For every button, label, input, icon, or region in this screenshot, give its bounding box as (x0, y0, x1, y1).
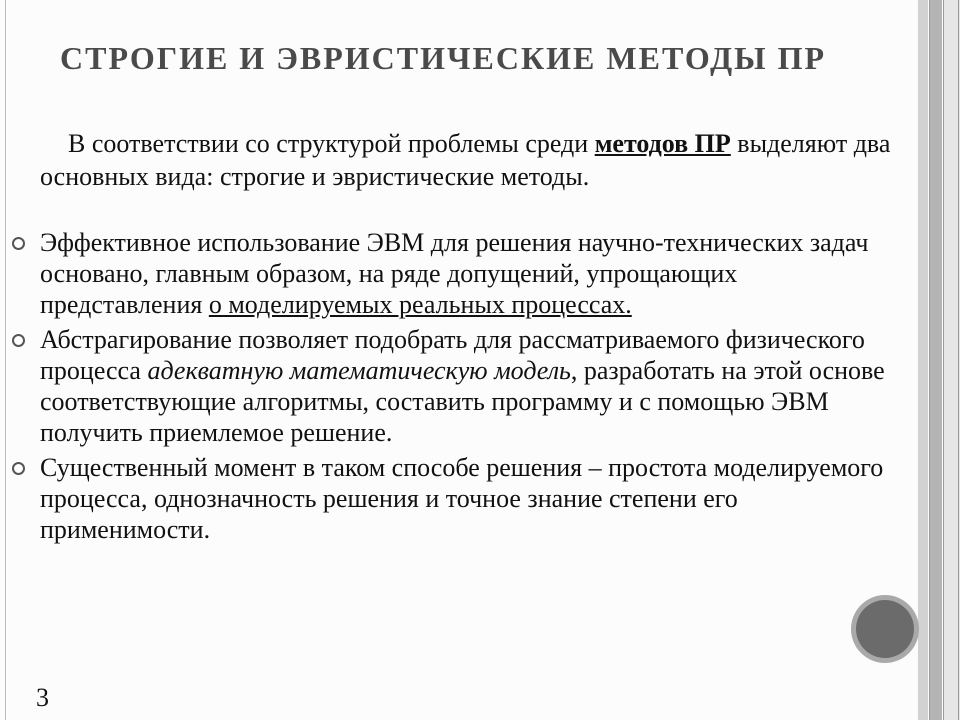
intro-text-after: выделяют два основных вида: строгие и эвристические методы. (40, 129, 891, 191)
slide-title: СТРОГИЕ И ЭВРИСТИЧЕСКИЕ МЕТОДЫ ПР (60, 40, 827, 76)
bullet-text: Абстрагирование позволяет подобрать для рассматриваемого физического процесса (40, 325, 865, 385)
bullet-item (0, 324, 900, 448)
right-edge-line (929, 0, 930, 720)
bullet-circle-icon (12, 334, 25, 347)
right-edge-line (943, 0, 944, 720)
decorative-circle (856, 600, 914, 658)
page-number: 3 (36, 683, 49, 712)
bullet-circle-icon (12, 462, 25, 475)
right-edge-stripe (918, 0, 928, 720)
bullet-list (0, 227, 900, 549)
bullet-text-after: , разработать на этой основе соответствующие алгоритмы, составить программу и с помощью ЭВМ получить приемлемое решение. (40, 356, 885, 447)
bullet-item (0, 452, 900, 545)
bullet-item (0, 227, 900, 320)
intro-emphasis: методов ПР (594, 129, 731, 158)
bullet-text: Эффективное использование ЭВМ для решения научно-технических задач основано, главным образом, на ряде допущений, упрощающих представления (40, 228, 869, 319)
intro-text-before: В соответствии со структурой проблемы среди (68, 129, 595, 158)
bullet-underlined-text: о моделируемых реальных процессах. (208, 290, 632, 319)
bullet-circle-icon (12, 237, 25, 250)
bullet-text: Существенный момент в таком способе решения – простота моделируемого процесса, однозначность решения и точное знание степени его применимости. (40, 453, 884, 544)
right-edge-stripe (930, 0, 942, 720)
right-edge-line (958, 0, 959, 720)
intro-paragraph (40, 127, 900, 193)
bullet-italic-text: адекватную математическую модель (147, 356, 571, 385)
